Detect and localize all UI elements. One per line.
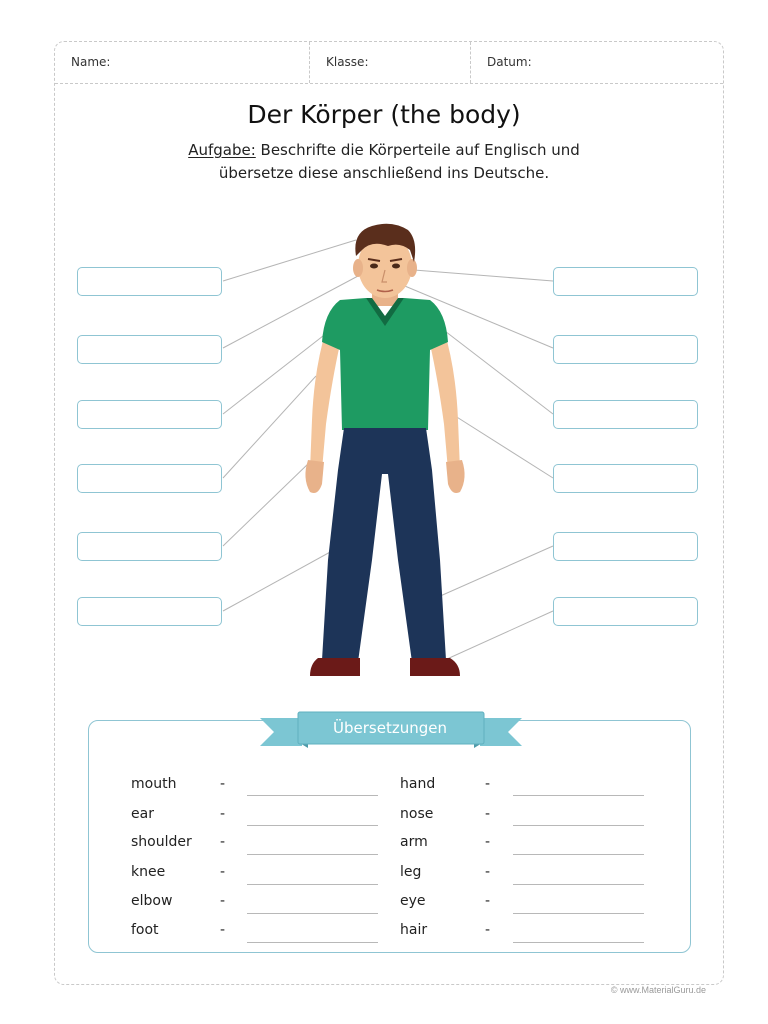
translation-blank-left-5[interactable] <box>247 913 378 914</box>
answer-box-left-1[interactable] <box>77 267 222 296</box>
answer-box-right-6[interactable] <box>553 597 698 626</box>
left-hand <box>305 460 324 493</box>
separator: - <box>220 776 226 792</box>
answer-box-right-3[interactable] <box>553 400 698 429</box>
class-label: Klasse: <box>326 55 369 69</box>
word-left-5: elbow <box>131 893 173 909</box>
answer-box-right-5[interactable] <box>553 532 698 561</box>
right-eye <box>392 264 400 269</box>
word-left-3: shoulder <box>131 834 192 850</box>
task-line-1: Beschrifte die Körperteile auf Englisch und <box>255 141 580 159</box>
answer-box-left-5[interactable] <box>77 532 222 561</box>
leader-line <box>452 414 553 478</box>
leader-line <box>223 240 356 281</box>
separator: - <box>220 893 226 909</box>
right-hand <box>446 460 465 493</box>
leader-line <box>223 462 310 546</box>
translation-blank-right-1[interactable] <box>513 795 644 796</box>
leader-line <box>436 611 553 664</box>
answer-box-left-2[interactable] <box>77 335 222 364</box>
translations-heading: Übersetzungen <box>333 719 447 737</box>
translation-blank-right-6[interactable] <box>513 942 644 943</box>
translation-blank-left-2[interactable] <box>247 825 378 826</box>
word-left-1: mouth <box>131 776 177 792</box>
separator: - <box>485 922 491 938</box>
ribbon-right-tail <box>480 718 522 746</box>
task-line-2: übersetze diese anschließend ins Deutsche. <box>218 164 550 182</box>
separator: - <box>220 864 226 880</box>
word-right-2: nose <box>400 806 434 822</box>
leader-line <box>223 376 316 478</box>
word-left-2: ear <box>131 806 154 822</box>
answer-box-left-6[interactable] <box>77 597 222 626</box>
answer-box-left-4[interactable] <box>77 464 222 493</box>
answer-box-right-1[interactable] <box>553 267 698 296</box>
word-left-4: knee <box>131 864 166 880</box>
separator: - <box>485 776 491 792</box>
left-shoe <box>310 658 360 676</box>
word-left-6: foot <box>131 922 159 938</box>
separator: - <box>220 834 226 850</box>
word-right-3: arm <box>400 834 428 850</box>
right-ear <box>407 259 417 277</box>
separator: - <box>485 893 491 909</box>
separator: - <box>220 922 226 938</box>
translation-blank-left-6[interactable] <box>247 942 378 943</box>
translation-blank-right-3[interactable] <box>513 854 644 855</box>
separator: - <box>485 834 491 850</box>
separator: - <box>485 864 491 880</box>
ribbon-left-tail <box>260 718 302 746</box>
name-label: Name: <box>71 55 111 69</box>
word-right-6: hair <box>400 922 428 938</box>
translation-blank-right-2[interactable] <box>513 825 644 826</box>
translation-blank-right-4[interactable] <box>513 884 644 885</box>
jeans <box>322 428 446 662</box>
translation-blank-right-5[interactable] <box>513 913 644 914</box>
translation-blank-left-3[interactable] <box>247 854 378 855</box>
translation-blank-left-4[interactable] <box>247 884 378 885</box>
separator: - <box>485 806 491 822</box>
left-ear <box>353 259 363 277</box>
word-right-4: leg <box>400 864 422 880</box>
answer-box-left-3[interactable] <box>77 400 222 429</box>
answer-box-right-4[interactable] <box>553 464 698 493</box>
copyright-notice: © www.MaterialGuru.de <box>610 985 706 995</box>
leader-line <box>414 270 553 281</box>
right-shoe <box>410 658 460 676</box>
page-title: Der Körper (the body) <box>247 100 521 129</box>
left-eye <box>370 264 378 269</box>
task-prefix: Aufgabe: <box>188 141 256 159</box>
translation-blank-left-1[interactable] <box>247 795 378 796</box>
date-label: Datum: <box>487 55 532 69</box>
word-right-1: hand <box>400 776 436 792</box>
answer-box-right-2[interactable] <box>553 335 698 364</box>
separator: - <box>220 806 226 822</box>
word-right-5: eye <box>400 893 426 909</box>
